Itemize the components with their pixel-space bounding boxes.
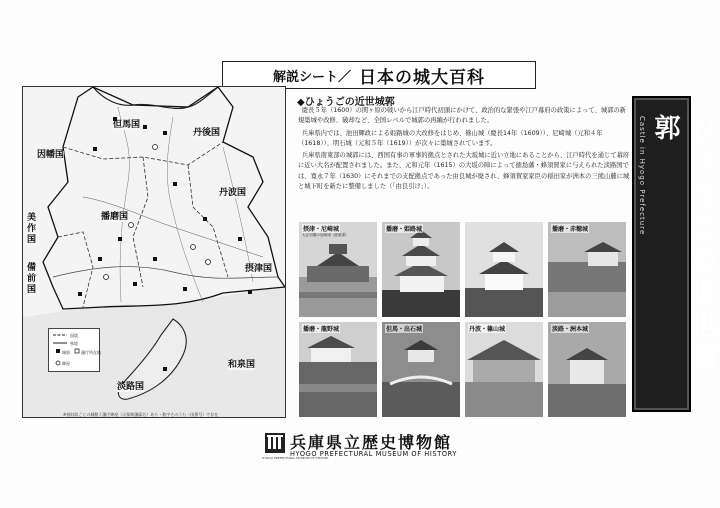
photo-amagasaki-caption: 摂津・尼崎城 <box>303 226 340 233</box>
photo-tatsuno-caption: 播磨・龍野城 <box>303 326 340 333</box>
vertical-title-en: Castle in Hyogo Prefecture <box>638 116 646 236</box>
province-izumi: 和泉国 <box>228 360 256 370</box>
province-harima: 播磨国 <box>101 212 129 222</box>
photo-izushi-caption: 但馬・出石城 <box>386 326 423 333</box>
photo-izushi-castle <box>382 322 460 417</box>
photo-tatsuno-image <box>299 322 377 417</box>
legend-castle: 城郭 <box>62 350 70 355</box>
province-tajima: 但馬国 <box>113 120 141 130</box>
vertical-title-panel <box>632 96 717 412</box>
museum-name-jp: 兵庫県立歴史博物館 <box>290 433 453 452</box>
museum-name-en: HYOGO PREFECTURAL MUSEUM OF HISTORY <box>290 450 457 458</box>
title-series: 解説シート／ <box>272 69 351 85</box>
legend-prefecture-border: 県境 <box>70 341 78 346</box>
province-settsu: 摂津国 <box>245 264 273 274</box>
legend-province-border: 国境 <box>70 333 78 338</box>
sheet-title <box>222 61 536 89</box>
map-note: ※県財政ごとの城館 / 藩庁陣屋（天保期藩邸名）あり・数字そのうち一国番号）で存在 <box>63 412 219 417</box>
photo-castle-keep-image <box>465 222 543 317</box>
photo-himeji-image <box>382 222 460 317</box>
photo-sumoto-caption: 淡路・洲本城 <box>552 326 589 333</box>
photo-amagasaki-castle <box>299 222 377 317</box>
vertical-title-jp: ひょうごの近世城郭 <box>650 114 717 378</box>
province-tango: 丹後国 <box>193 128 221 138</box>
photo-sumoto-castle <box>548 322 626 417</box>
map-legend <box>48 328 100 372</box>
paragraph-1: 慶長５年（1600）の関ヶ原の戦いから江戸時代初頭にかけて、政治的な緊張や江戸幕府の政策によって、城郭の新規築城や改修、破却など、全国レベルで城郭の再編が行われました。 <box>298 107 627 125</box>
province-mimasaka: 美作国 <box>27 213 39 246</box>
photo-amagasaki-subcaption: 大正初期の尼崎城（絵葉書） <box>302 233 349 237</box>
photo-sasayama-caption: 丹波・篠山城 <box>469 326 506 333</box>
section-body <box>298 106 631 194</box>
province-awaji: 淡路国 <box>117 382 145 392</box>
province-inaba: 因幡国 <box>37 150 65 160</box>
section-heading: ◆ひょうごの近世城郭 <box>297 97 395 108</box>
photo-sasayama-castle <box>465 322 543 417</box>
logo-subtext: HYOGO PREFECTURAL MUSEUM OF HISTORY <box>262 456 329 460</box>
legend-han-office: 藩庁所在地 <box>81 350 101 355</box>
legend-jinya: 陣屋 <box>62 361 70 366</box>
photo-ako-image <box>548 222 626 317</box>
hyogo-castle-map <box>22 86 286 418</box>
photo-ako-caption: 播磨・赤穂城 <box>552 226 589 233</box>
museum-logo-icon <box>264 432 286 454</box>
photo-izushi-image <box>382 322 460 417</box>
photo-himeji-caption: 播磨・姫路城 <box>386 226 423 233</box>
photo-himeji-castle <box>382 222 460 317</box>
province-bizen: 備前国 <box>27 263 39 296</box>
title-main: 日本の城大百科 <box>359 67 485 88</box>
photo-sumoto-image <box>548 322 626 417</box>
photo-tatsuno-castle <box>299 322 377 417</box>
paragraph-3: 兵庫県南東部の城郭には、西国有事の軍事的拠点とされた大坂城に近い立地にあることから、江戸時代を通じて幕府に近い大名が配置されました。また、元和元年（1615）の大坂の陣によって徳島藩・蜂須賀家に与えられた淡路国では、寛永７年（1630）にそれまでの支配拠点であった由良城が廃され、蜂須賀家家臣の稲田家が洲本の三熊山麓に城と城下町を新たに整備しました（「由良引け」）。 <box>298 152 630 191</box>
photo-sasayama-image <box>465 322 543 417</box>
paragraph-2: 兵庫県内では、池田輝政による姫路城の大改修をはじめ、篠山城（慶長14年（1609））、尼崎城（元和４年（1618））、明石城（元和５年（1619））が次々に築城されています。 <box>298 129 603 147</box>
photo-castle-keep <box>465 222 543 317</box>
province-tamba: 丹波国 <box>219 188 247 198</box>
photo-ako-castle <box>548 222 626 317</box>
